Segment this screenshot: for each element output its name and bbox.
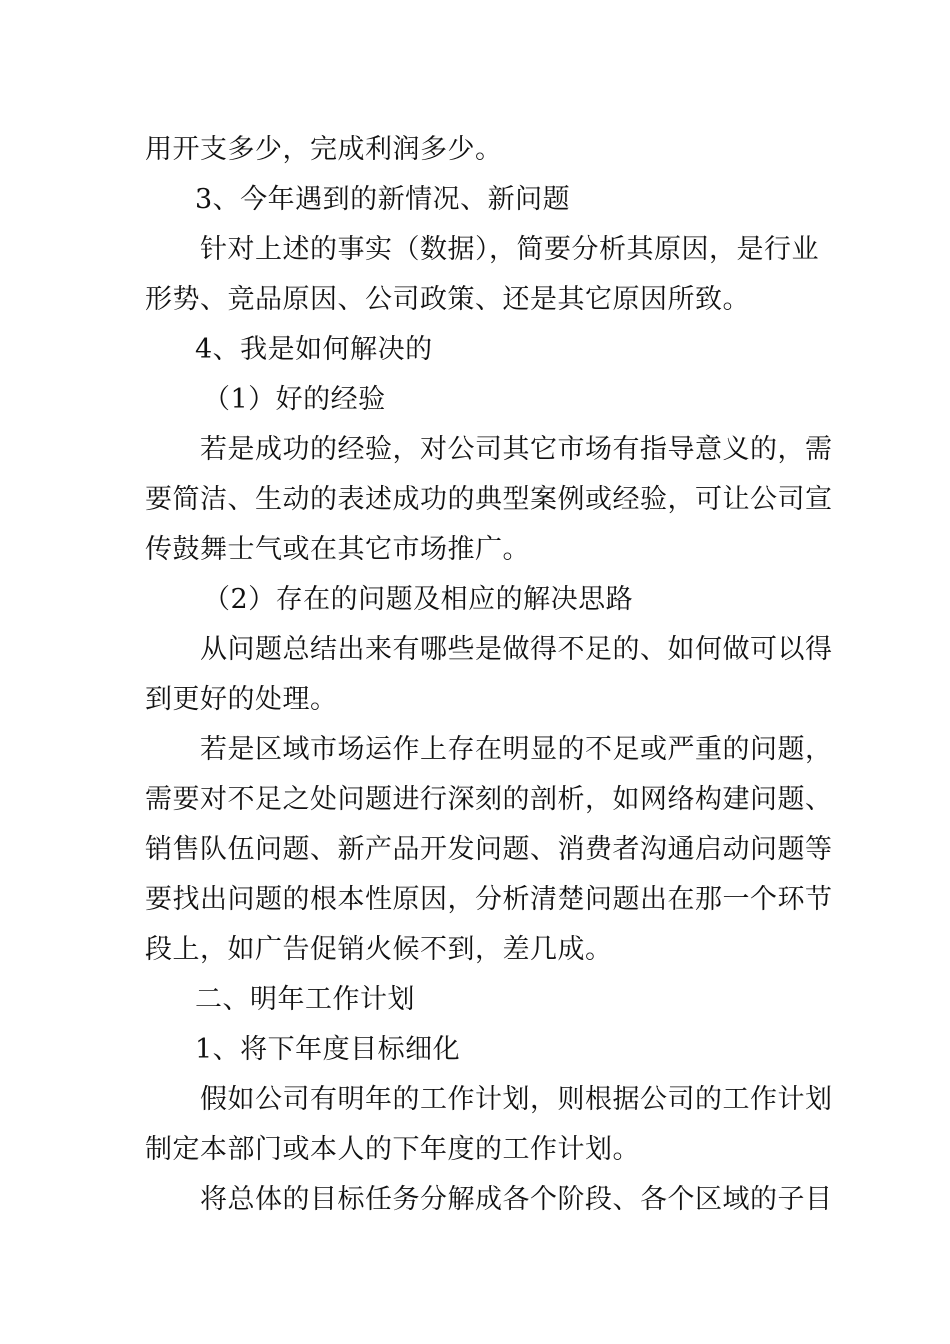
text-line: 制定本部门或本人的下年度的工作计划。	[145, 1134, 640, 1165]
text-line: 形势、竞品原因、公司政策、还是其它原因所致。	[145, 284, 750, 315]
text-line: 要找出问题的根本性原因，分析清楚问题出在那一个环节	[145, 884, 833, 915]
text-line: 销售队伍问题、新产品开发问题、消费者沟通启动问题等	[145, 834, 833, 865]
subsection-heading: （2）存在的问题及相应的解决思路	[203, 584, 634, 615]
section-heading: 4、我是如何解决的	[195, 334, 433, 365]
text-line: 要简洁、生动的表述成功的典型案例或经验，可让公司宣	[145, 484, 833, 515]
text-line: 用开支多少，完成利润多少。	[145, 134, 503, 165]
paragraph-line: 从问题总结出来有哪些是做得不足的、如何做可以得	[200, 634, 833, 665]
section-heading: 1、将下年度目标细化	[195, 1034, 461, 1065]
section-heading: 3、今年遇到的新情况、新问题	[195, 184, 571, 215]
section-heading: 二、明年工作计划	[195, 984, 415, 1015]
paragraph-line: 假如公司有明年的工作计划，则根据公司的工作计划	[200, 1084, 833, 1115]
paragraph-line: 将总体的目标任务分解成各个阶段、各个区域的子目	[200, 1184, 833, 1215]
text-line: 传鼓舞士气或在其它市场推广。	[145, 534, 530, 565]
paragraph-line: 若是区域市场运作上存在明显的不足或严重的问题，	[200, 734, 833, 765]
paragraph-line: 针对上述的事实（数据），简要分析其原因，是行业	[200, 234, 819, 265]
subsection-heading: （1）好的经验	[203, 384, 386, 415]
paragraph-line: 若是成功的经验，对公司其它市场有指导意义的，需	[200, 434, 833, 465]
text-line: 段上，如广告促销火候不到，差几成。	[145, 934, 613, 965]
text-line: 需要对不足之处问题进行深刻的剖析，如网络构建问题、	[145, 784, 833, 815]
text-line: 到更好的处理。	[145, 684, 338, 715]
